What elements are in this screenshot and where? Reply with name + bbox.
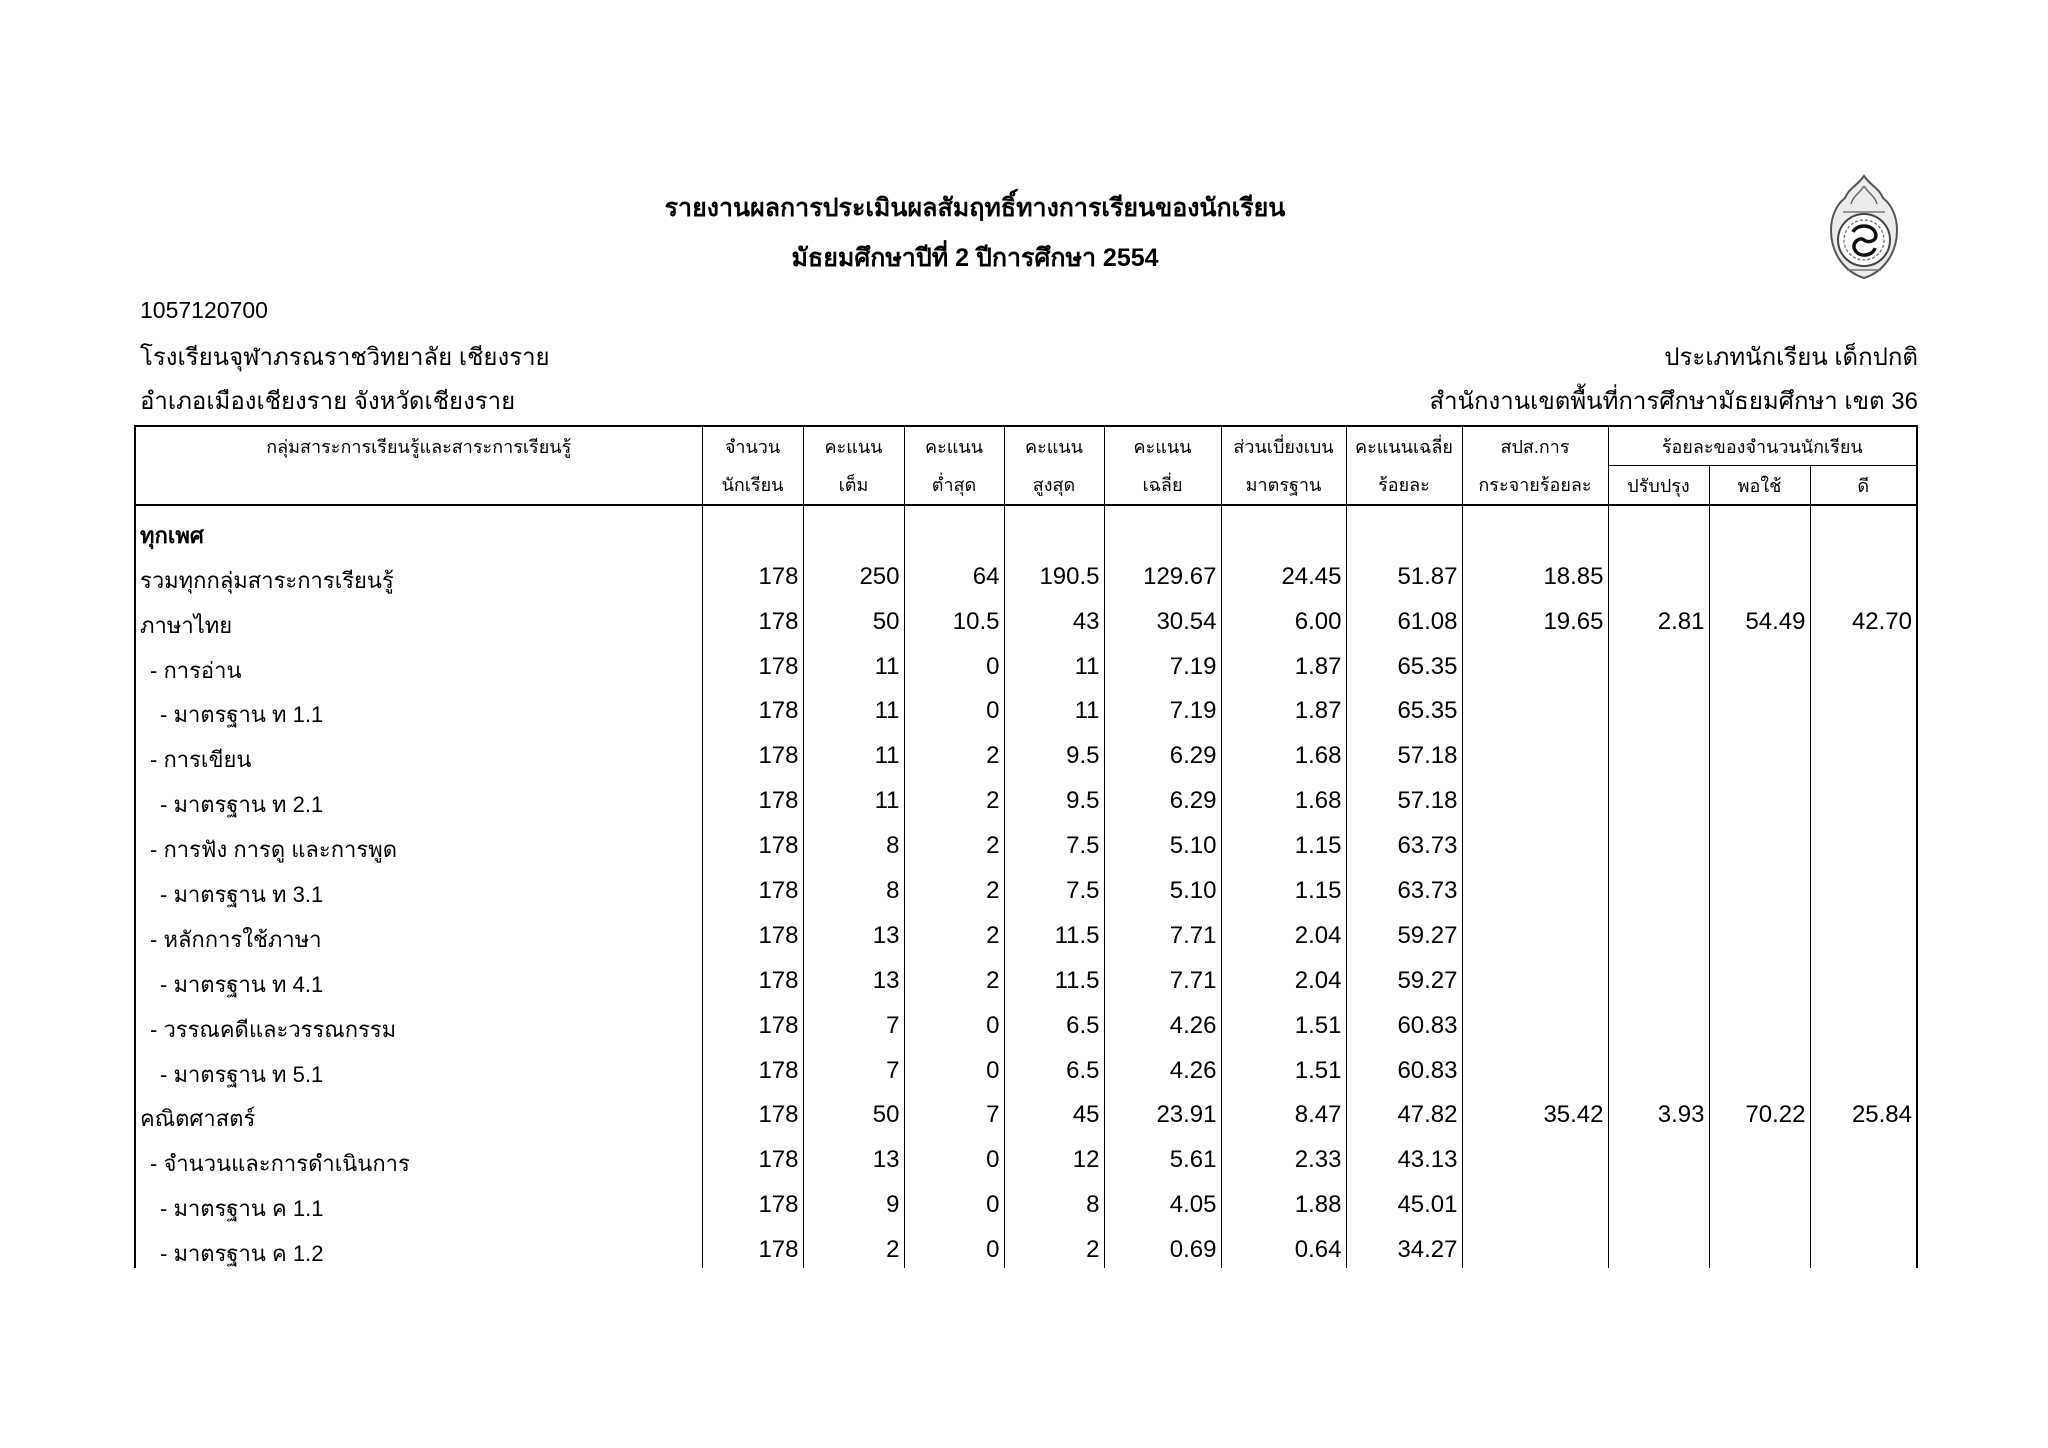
table-cell: 60.83 [1346,1044,1462,1089]
header-level-improve: ปรับปรุง [1608,466,1709,506]
table-cell [1709,685,1810,730]
table-row [135,864,1917,909]
table-cell [1810,1223,1917,1268]
table-cell: 1.87 [1221,685,1346,730]
table-row [135,774,1917,819]
table-cell: 4.05 [1104,1178,1221,1223]
row-label: - การฟัง การดู และการพูด [135,819,702,864]
table-cell: 7.19 [1104,640,1221,685]
table-row [135,640,1917,685]
table-cell [1608,550,1709,595]
header-count: จำนวน [702,426,803,466]
table-cell: 178 [702,909,803,954]
table-cell: 0.69 [1104,1223,1221,1268]
table-cell: 190.5 [1004,550,1104,595]
table-cell: 65.35 [1346,640,1462,685]
table-cell: 9.5 [1004,774,1104,819]
table-cell: 178 [702,1089,803,1134]
table-cell [1608,819,1709,864]
table-cell [1608,774,1709,819]
table-cell: 11 [803,729,904,774]
row-label: - มาตรฐาน ค 1.2 [135,1223,702,1268]
table-cell: 2 [904,954,1004,999]
table-cell [1462,1044,1608,1089]
table-cell: 0 [904,640,1004,685]
table-cell: 64 [904,550,1004,595]
table-cell: 51.87 [1346,550,1462,595]
table-cell: 178 [702,864,803,909]
table-cell: 1.68 [1221,729,1346,774]
table-cell [1346,505,1462,550]
table-cell [1004,505,1104,550]
table-cell [1462,774,1608,819]
table-cell: 11 [803,685,904,730]
table-cell: 25.84 [1810,1089,1917,1134]
table-cell: 1.15 [1221,864,1346,909]
school-code: 1057120700 [140,297,268,323]
table-cell: 57.18 [1346,774,1462,819]
table-cell [1810,819,1917,864]
table-cell [1608,909,1709,954]
row-label: คณิตศาสตร์ [135,1089,702,1134]
table-cell: 30.54 [1104,595,1221,640]
table-cell: 6.5 [1004,1044,1104,1089]
table-cell: 7.71 [1104,909,1221,954]
row-label: - การอ่าน [135,640,702,685]
table-cell [1810,729,1917,774]
table-cell [1462,999,1608,1044]
table-cell: 1.51 [1221,999,1346,1044]
table-cell: 7.71 [1104,954,1221,999]
row-label: - มาตรฐาน ท 3.1 [135,864,702,909]
header-avg-score-2: เฉลี่ย [1104,466,1221,506]
table-cell [1810,864,1917,909]
table-cell [904,505,1004,550]
table-cell: 5.10 [1104,819,1221,864]
header-level-good: ดี [1810,466,1917,506]
table-cell [1709,1223,1810,1268]
table-cell [1709,864,1810,909]
header-full-score-2: เต็ม [803,466,904,506]
table-cell [1462,819,1608,864]
table-cell [1608,1133,1709,1178]
table-cell: 178 [702,729,803,774]
table-cell: 6.29 [1104,774,1221,819]
row-label: ทุกเพศ [135,505,702,550]
table-cell [1608,1044,1709,1089]
table-cell: 2 [904,729,1004,774]
table-cell: 0 [904,685,1004,730]
header-min-score: คะแนน [904,426,1004,466]
table-cell [803,505,904,550]
table-row [135,595,1917,640]
table-cell [1221,505,1346,550]
table-cell: 13 [803,1133,904,1178]
table-cell: 11.5 [1004,954,1104,999]
table-cell: 178 [702,999,803,1044]
table-cell: 0 [904,1178,1004,1223]
table-cell [1810,505,1917,550]
table-cell: 9.5 [1004,729,1104,774]
table-row [135,685,1917,730]
table-row [135,1178,1917,1223]
table-cell: 57.18 [1346,729,1462,774]
table-cell: 11.5 [1004,909,1104,954]
table-cell [1608,999,1709,1044]
table-cell: 0 [904,1133,1004,1178]
table-cell: 9 [803,1178,904,1223]
table-cell: 11 [803,774,904,819]
table-cell [1709,729,1810,774]
table-cell: 2 [904,864,1004,909]
table-cell: 13 [803,954,904,999]
table-cell [1709,640,1810,685]
header-cv-2: กระจายร้อยละ [1462,466,1608,506]
table-cell: 59.27 [1346,954,1462,999]
table-cell [1810,774,1917,819]
table-cell: 178 [702,1133,803,1178]
table-cell: 47.82 [1346,1089,1462,1134]
table-cell [1810,1044,1917,1089]
table-row [135,505,1917,550]
table-cell [1709,550,1810,595]
table-cell: 63.73 [1346,819,1462,864]
table-cell: 178 [702,640,803,685]
table-cell: 7.5 [1004,819,1104,864]
table-cell [1810,1178,1917,1223]
table-cell [1709,1178,1810,1223]
table-cell [1810,685,1917,730]
table-cell: 7.5 [1004,864,1104,909]
table-cell [1709,774,1810,819]
header-cv: สปส.การ [1462,426,1608,466]
row-label: - มาตรฐาน ค 1.1 [135,1178,702,1223]
table-cell [1608,505,1709,550]
table-body [135,505,1917,1268]
table-cell: 7 [904,1089,1004,1134]
table-cell: 45.01 [1346,1178,1462,1223]
table-cell [1608,1178,1709,1223]
table-cell: 11 [803,640,904,685]
header-avg-percent-2: ร้อยละ [1346,466,1462,506]
table-cell: 63.73 [1346,864,1462,909]
table-row [135,1044,1917,1089]
table-cell: 12 [1004,1133,1104,1178]
table-cell: 7 [803,999,904,1044]
table-cell [1810,1133,1917,1178]
row-label: ภาษาไทย [135,595,702,640]
table-cell: 6.5 [1004,999,1104,1044]
table-cell [1608,954,1709,999]
student-type: ประเภทนักเรียน เด็กปกติ [1664,344,1918,371]
school-district: อำเภอเมืองเชียงราย จังหวัดเชียงราย [140,388,516,415]
table-cell: 8.47 [1221,1089,1346,1134]
table-cell: 60.83 [1346,999,1462,1044]
table-cell: 178 [702,550,803,595]
table-cell: 24.45 [1221,550,1346,595]
table-cell: 43.13 [1346,1133,1462,1178]
table-cell [1104,505,1221,550]
table-cell: 11 [1004,685,1104,730]
table-cell: 42.70 [1810,595,1917,640]
table-cell: 1.88 [1221,1178,1346,1223]
row-label: - วรรณคดีและวรรณกรรม [135,999,702,1044]
table-cell: 50 [803,595,904,640]
table-cell [1709,909,1810,954]
table-cell [1462,909,1608,954]
table-cell [1608,1223,1709,1268]
table-cell [1608,864,1709,909]
table-cell: 178 [702,954,803,999]
table-cell: 19.65 [1462,595,1608,640]
table-cell: 70.22 [1709,1089,1810,1134]
table-cell: 4.26 [1104,999,1221,1044]
table-cell: 178 [702,1178,803,1223]
table-cell [1608,685,1709,730]
table-cell: 2 [1004,1223,1104,1268]
table-cell: 1.87 [1221,640,1346,685]
table-cell [1810,909,1917,954]
table-cell: 4.26 [1104,1044,1221,1089]
header-level-fair: พอใช้ [1709,466,1810,506]
table-cell: 50 [803,1089,904,1134]
table-cell [1608,640,1709,685]
header-std-dev-2: มาตรฐาน [1221,466,1346,506]
header-max-score-2: สูงสุด [1004,466,1104,506]
header-count-2: นักเรียน [702,466,803,506]
table-cell: 54.49 [1709,595,1810,640]
table-cell: 8 [803,819,904,864]
table-cell [1462,1223,1608,1268]
table-cell: 178 [702,774,803,819]
table-cell: 65.35 [1346,685,1462,730]
header-subject: กลุ่มสาระการเรียนรู้และสาระการเรียนรู้ [135,426,702,466]
row-label: - หลักการใช้ภาษา [135,909,702,954]
table-cell [1709,819,1810,864]
table-cell: 0 [904,1223,1004,1268]
table-cell: 59.27 [1346,909,1462,954]
table-cell [1709,505,1810,550]
education-office: สำนักงานเขตพื้นที่การศึกษามัธยมศึกษา เขต 36 [1429,388,1918,415]
table-cell: 13 [803,909,904,954]
table-cell [1462,864,1608,909]
table-cell: 61.08 [1346,595,1462,640]
table-cell: 2 [904,774,1004,819]
row-label: - มาตรฐาน ท 4.1 [135,954,702,999]
row-label: - จำนวนและการดำเนินการ [135,1133,702,1178]
table-cell [1810,954,1917,999]
table-cell: 23.91 [1104,1089,1221,1134]
table-cell: 3.93 [1608,1089,1709,1134]
header-max-score: คะแนน [1004,426,1104,466]
table-cell [1462,1133,1608,1178]
table-cell: 178 [702,685,803,730]
table-row [135,999,1917,1044]
table-cell: 2 [904,909,1004,954]
table-cell: 2 [803,1223,904,1268]
table-cell: 18.85 [1462,550,1608,595]
table-cell: 2.04 [1221,954,1346,999]
table-row [135,550,1917,595]
table-cell [1810,640,1917,685]
header-min-score-2: ต่ำสุด [904,466,1004,506]
table-cell [1462,729,1608,774]
table-cell: 250 [803,550,904,595]
table-cell: 8 [1004,1178,1104,1223]
table-cell: 0 [904,1044,1004,1089]
table-cell: 43 [1004,595,1104,640]
table-cell: 1.15 [1221,819,1346,864]
table-cell [1462,640,1608,685]
header-full-score: คะแนน [803,426,904,466]
table-cell: 34.27 [1346,1223,1462,1268]
table-cell: 8 [803,864,904,909]
table-cell: 35.42 [1462,1089,1608,1134]
header-avg-percent: คะแนนเฉลี่ย [1346,426,1462,466]
table-row [135,819,1917,864]
table-cell: 1.68 [1221,774,1346,819]
row-label: - มาตรฐาน ท 1.1 [135,685,702,730]
table-cell: 2.81 [1608,595,1709,640]
table-cell: 2.04 [1221,909,1346,954]
table-cell: 178 [702,1223,803,1268]
table-cell [1810,999,1917,1044]
table-row [135,729,1917,774]
table-cell [1462,1178,1608,1223]
report-subtitle: มัธยมศึกษาปีที่ 2 ปีการศึกษา 2554 [791,244,1159,272]
school-name: โรงเรียนจุฬาภรณราชวิทยาลัย เชียงราย [140,344,550,371]
table-cell: 0 [904,999,1004,1044]
table-cell [1608,729,1709,774]
table-cell: 6.29 [1104,729,1221,774]
table-cell [1709,954,1810,999]
row-label: - มาตรฐาน ท 2.1 [135,774,702,819]
table-cell [1709,1133,1810,1178]
table-cell: 178 [702,819,803,864]
row-label: - การเขียน [135,729,702,774]
table-cell: 11 [1004,640,1104,685]
table-cell [1462,954,1608,999]
header-subject-cont [135,466,702,506]
table-cell: 5.61 [1104,1133,1221,1178]
table-cell: 178 [702,1044,803,1089]
table-cell: 10.5 [904,595,1004,640]
table-row [135,909,1917,954]
table-cell [1462,685,1608,730]
table-row [135,1133,1917,1178]
table-cell [1709,1044,1810,1089]
table-row [135,1223,1917,1268]
table-cell [702,505,803,550]
header-levels-group: ร้อยละของจำนวนนักเรียน [1608,426,1917,466]
row-label: - มาตรฐาน ท 5.1 [135,1044,702,1089]
table-cell [1810,550,1917,595]
table-cell: 7.19 [1104,685,1221,730]
table-cell: 45 [1004,1089,1104,1134]
results-table [134,425,1918,1268]
table-cell: 5.10 [1104,864,1221,909]
table-cell: 2 [904,819,1004,864]
report-title: รายงานผลการประเมินผลสัมฤทธิ์ทางการเรียนของนักเรียน [664,194,1286,222]
table-cell: 7 [803,1044,904,1089]
table-row [135,954,1917,999]
table-cell: 2.33 [1221,1133,1346,1178]
table-cell: 1.51 [1221,1044,1346,1089]
header-std-dev: ส่วนเบี่ยงเบน [1221,426,1346,466]
table-cell: 6.00 [1221,595,1346,640]
table-cell: 0.64 [1221,1223,1346,1268]
table-cell: 178 [702,595,803,640]
table-cell: 129.67 [1104,550,1221,595]
school-emblem-icon [1823,172,1905,284]
header-avg-score: คะแนน [1104,426,1221,466]
row-label: รวมทุกกลุ่มสาระการเรียนรู้ [135,550,702,595]
table-row [135,1089,1917,1134]
table-cell [1709,999,1810,1044]
table-cell [1462,505,1608,550]
